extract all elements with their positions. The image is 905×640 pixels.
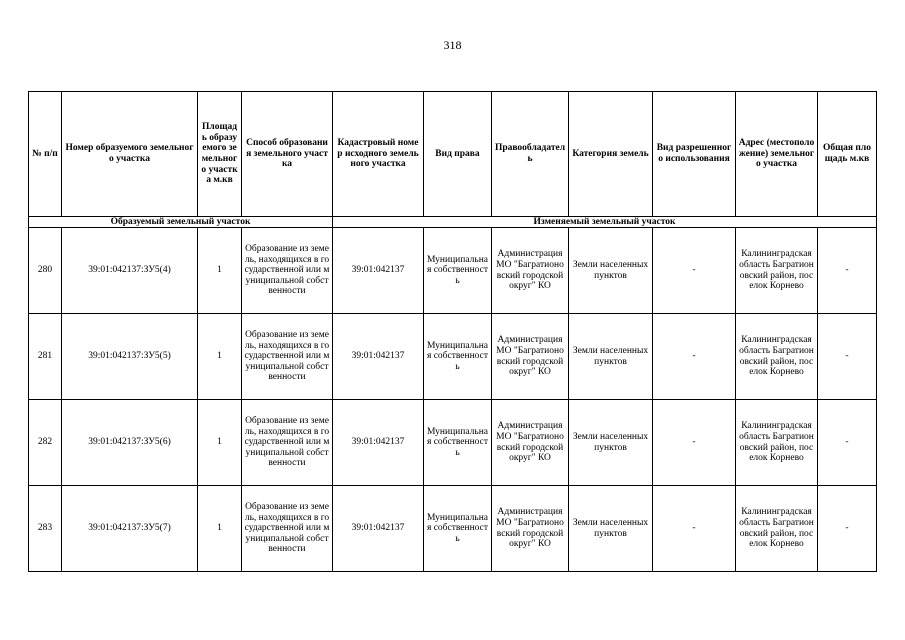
table-header-row	[29, 92, 877, 217]
cell-right-type: Муниципальная собственность	[424, 486, 492, 572]
cell-source-cadastral: 39:01:042137	[333, 486, 424, 572]
cell-land-category: Земли населенных пунктов	[569, 228, 653, 314]
cell-source-cadastral: 39:01:042137	[333, 228, 424, 314]
cell-right-type: Муниципальная собственность	[424, 314, 492, 400]
cell-formation-method: Образование из земель, находящихся в государственной или муниципальной собственности	[242, 400, 333, 486]
table-row	[29, 314, 877, 400]
table-row	[29, 400, 877, 486]
cell-formation-method: Образование из земель, находящихся в государственной или муниципальной собственности	[242, 486, 333, 572]
section-header-row	[29, 217, 877, 228]
cell-land-category: Земли населенных пунктов	[569, 486, 653, 572]
cell-owner: Администрация МО "Багратионовский городской округ" КО	[492, 228, 569, 314]
cell-total-area: -	[818, 486, 877, 572]
table-row	[29, 228, 877, 314]
cell-no: 281	[29, 314, 62, 400]
cell-no: 280	[29, 228, 62, 314]
cell-land-category: Земли населенных пунктов	[569, 314, 653, 400]
cell-permitted-use: -	[653, 228, 736, 314]
header-address: Адрес (местоположение) земельного участка	[736, 92, 818, 217]
cell-right-type: Муниципальная собственность	[424, 228, 492, 314]
cell-area: 1	[198, 314, 242, 400]
header-total-area: Общая площадь м.кв	[818, 92, 877, 217]
cell-source-cadastral: 39:01:042137	[333, 314, 424, 400]
cell-area: 1	[198, 400, 242, 486]
cell-total-area: -	[818, 400, 877, 486]
header-formation-method: Способ образования земельного участка	[242, 92, 333, 217]
cell-parcel-number: 39:01:042137:ЗУ5(7)	[62, 486, 198, 572]
header-permitted-use: Вид разрешенного использования	[653, 92, 736, 217]
cell-permitted-use: -	[653, 400, 736, 486]
cell-total-area: -	[818, 228, 877, 314]
cell-area: 1	[198, 228, 242, 314]
header-source-cadastral: Кадастровый номер исходного земельного участка	[333, 92, 424, 217]
cell-owner: Администрация МО "Багратионовский городской округ" КО	[492, 314, 569, 400]
cell-owner: Администрация МО "Багратионовский городской округ" КО	[492, 400, 569, 486]
cell-owner: Администрация МО "Багратионовский городской округ" КО	[492, 486, 569, 572]
cell-address: Калининградская область Багратионовский район, поселок Корнево	[736, 486, 818, 572]
section-changed-parcel: Изменяемый земельный участок	[333, 217, 877, 228]
land-plots-table	[28, 91, 877, 572]
cell-source-cadastral: 39:01:042137	[333, 400, 424, 486]
cell-address: Калининградская область Багратионовский район, поселок Корнево	[736, 228, 818, 314]
page-number: 318	[443, 38, 462, 52]
cell-right-type: Муниципальная собственность	[424, 400, 492, 486]
cell-area: 1	[198, 486, 242, 572]
header-owner: Правообладатель	[492, 92, 569, 217]
table-row	[29, 486, 877, 572]
cell-no: 282	[29, 400, 62, 486]
cell-no: 283	[29, 486, 62, 572]
cell-land-category: Земли населенных пунктов	[569, 400, 653, 486]
header-area: Площадь образуемого земельного участка м.кв	[198, 92, 242, 217]
header-parcel-number: Номер образуемого земельного участка	[62, 92, 198, 217]
cell-formation-method: Образование из земель, находящихся в государственной или муниципальной собственности	[242, 314, 333, 400]
cell-address: Калининградская область Багратионовский район, поселок Корнево	[736, 400, 818, 486]
cell-parcel-number: 39:01:042137:ЗУ5(4)	[62, 228, 198, 314]
header-land-category: Категория земель	[569, 92, 653, 217]
cell-formation-method: Образование из земель, находящихся в государственной или муниципальной собственности	[242, 228, 333, 314]
section-formed-parcel: Образуемый земельный участок	[29, 217, 333, 228]
header-no: № п/п	[29, 92, 62, 217]
cell-parcel-number: 39:01:042137:ЗУ5(5)	[62, 314, 198, 400]
cell-permitted-use: -	[653, 314, 736, 400]
cell-permitted-use: -	[653, 486, 736, 572]
cell-total-area: -	[818, 314, 877, 400]
cell-parcel-number: 39:01:042137:ЗУ5(6)	[62, 400, 198, 486]
header-right-type: Вид права	[424, 92, 492, 217]
cell-address: Калининградская область Багратионовский район, поселок Корнево	[736, 314, 818, 400]
